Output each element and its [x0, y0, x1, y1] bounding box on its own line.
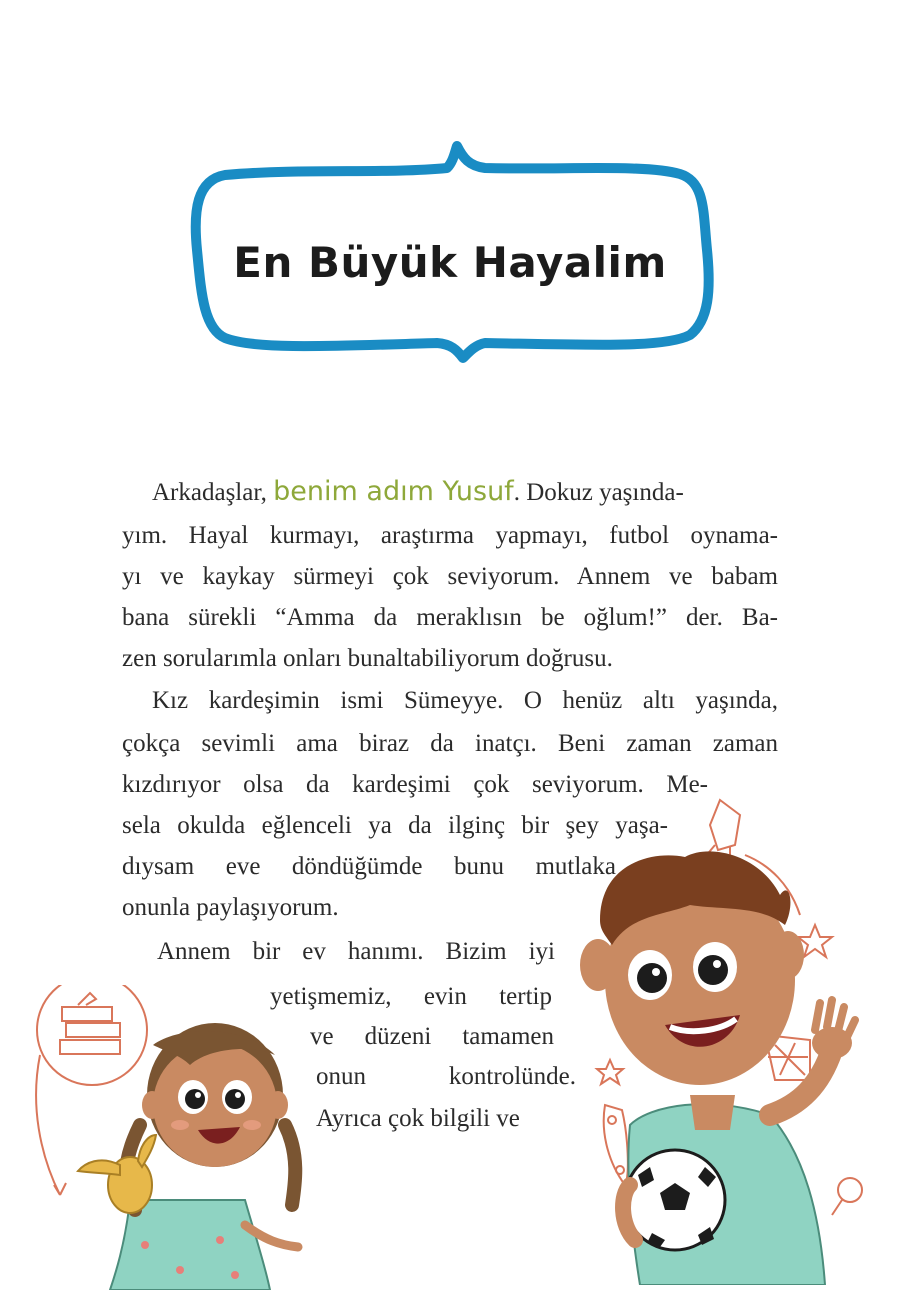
paragraph-1-continuation: . Dokuz yaşında- [513, 479, 684, 506]
paragraph-2-line-5: dıysam eve döndüğümde bunu mutlaka [122, 853, 616, 880]
paragraph-2-line-4: sela okulda eğlenceli ya da ilginç bir şey yaşa- [122, 812, 668, 839]
skateboard-sketch [604, 1105, 628, 1185]
highlighted-name: benim adım Yusuf [273, 476, 514, 507]
girl-illustration [30, 985, 320, 1290]
paragraph-3-line-1: Annem bir ev hanımı. Bizim iyi [157, 938, 555, 965]
paragraph-2-line-1: Kız kardeşimin ismi Sümeyye. O henüz altı yaşında, [152, 687, 778, 714]
paragraph-1-line-4: bana sürekli “Amma da meraklısın be oğlum!” der. Ba- [122, 604, 778, 631]
paragraph-2-line-2: çokça sevimli ama biraz da inatçı. Beni zaman zaman [122, 730, 778, 757]
paragraph-1-line-2: yım. Hayal kurmayı, araştırma yapmayı, futbol oynama- [122, 522, 778, 549]
paragraph-3-line-2: yetişmemiz, evin tertip [270, 983, 552, 1010]
paragraph-1-line-5: zen sorularımla onları bunaltabiliyorum doğrusu. [122, 645, 613, 672]
paragraph-1-intro: Arkadaşlar, [152, 479, 274, 506]
boy-illustration [570, 795, 880, 1285]
paragraph-1-line-3: yı ve kaykay sürmeyi çok seviyorum. Annem ve babam [122, 563, 778, 590]
paragraph-1-line-1 [152, 477, 684, 508]
magnifier-sketch [832, 1178, 862, 1215]
paragraph-2-line-6: onunla paylaşıyorum. [122, 894, 339, 921]
paragraph-2-line-3: kızdırıyor olsa da kardeşimi çok seviyorum. Me- [122, 771, 708, 798]
paragraph-3-line-3: ve düzeni tamamen [310, 1023, 554, 1050]
bunny-toy-icon [78, 1135, 156, 1213]
page-title: En Büyük Hayalim [233, 238, 667, 287]
star-doodle-small-icon [597, 1060, 623, 1084]
paragraph-3-line-4: onun kontrolünde. [316, 1063, 576, 1090]
paragraph-3-line-5: Ayrıca çok bilgili ve [316, 1105, 520, 1132]
